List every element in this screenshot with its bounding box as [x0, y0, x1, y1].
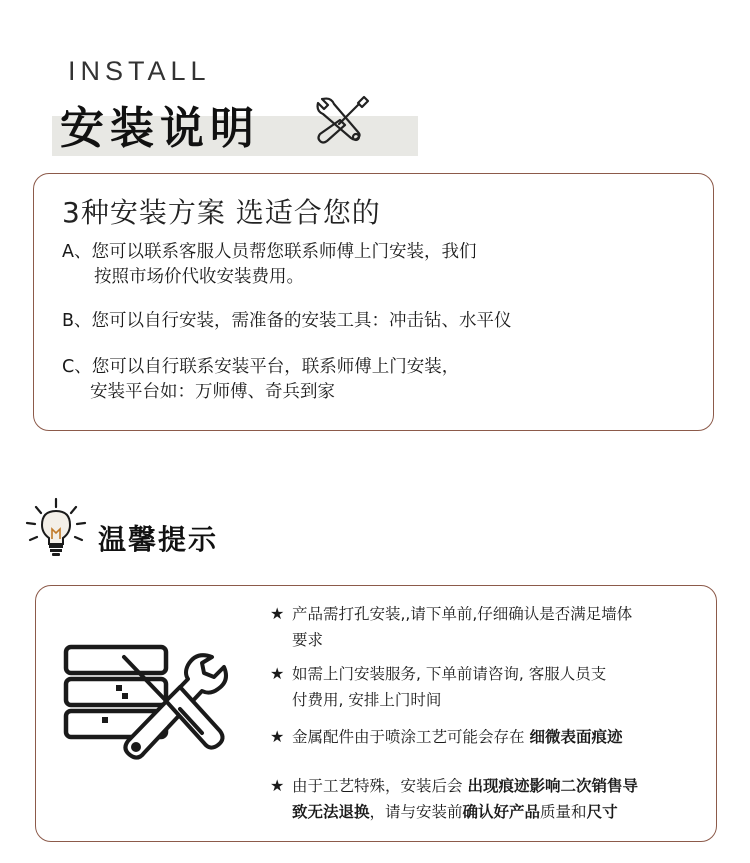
- screwdriver-wrench-icon: [312, 93, 372, 147]
- star-icon: ★: [270, 776, 285, 795]
- install-heading: INSTALL: [68, 56, 211, 86]
- plan-option-c: [62, 355, 459, 405]
- tip2-line2: 付费用, 安排上门时间: [292, 691, 442, 709]
- plan-a-line1: A、您可以联系客服人员帮您联系师傅上门安装，我们: [62, 242, 477, 262]
- plan-option-a: [62, 240, 476, 290]
- tip-item-4: [270, 773, 700, 825]
- tip3-text: 金属配件由于喷涂工艺可能会存在: [292, 728, 530, 746]
- plan-b-line1: B、您可以自行安装，需准备的安装工具：冲击钻、水平仪: [62, 311, 512, 331]
- plan-a-line2: 按照市场价代收安装费用。: [94, 267, 304, 287]
- plan-option-b: [62, 309, 512, 334]
- tip1-line2: 要求: [292, 631, 324, 649]
- star-icon: ★: [270, 664, 285, 683]
- tip4-emphasis2: 致无法退换: [292, 803, 370, 821]
- plan-c-line1: C、您可以自行联系安装平台，联系师傅上门安装，: [62, 357, 460, 377]
- page-title: 安装说明: [60, 103, 260, 154]
- tip4-emphasis1: 出现痕迹影响二次销售导: [467, 777, 638, 795]
- tip4-text2: ，请与安装前: [369, 803, 463, 821]
- star-icon: ★: [270, 604, 285, 623]
- plans-title: 3种安装方案 选适合您的: [62, 196, 381, 229]
- tips-title: 温馨提示: [98, 523, 219, 556]
- tip-item-2: [270, 661, 700, 713]
- tip2-line1: 如需上门安装服务, 下单前请咨询, 客服人员支: [292, 665, 607, 683]
- tip4-emphasis3: 确认好产品: [462, 803, 541, 821]
- tip3-emphasis: 细微表面痕迹: [529, 728, 623, 746]
- server-tools-icon: [62, 643, 232, 763]
- plan-c-line2: 安装平台如：万师傅、奇兵到家: [90, 382, 335, 402]
- tip-item-3: [270, 724, 700, 750]
- star-icon: ★: [270, 727, 285, 746]
- tip4-text3: 质量和: [540, 803, 587, 821]
- tip4-text1: 由于工艺特殊，安装后会: [292, 777, 468, 795]
- lightbulb-icon: [22, 495, 90, 563]
- tip4-emphasis4: 尺寸: [586, 803, 618, 821]
- tip1-line1: 产品需打孔安装,,请下单前,仔细确认是否满足墙体: [292, 605, 633, 623]
- tip-item-1: [270, 601, 700, 653]
